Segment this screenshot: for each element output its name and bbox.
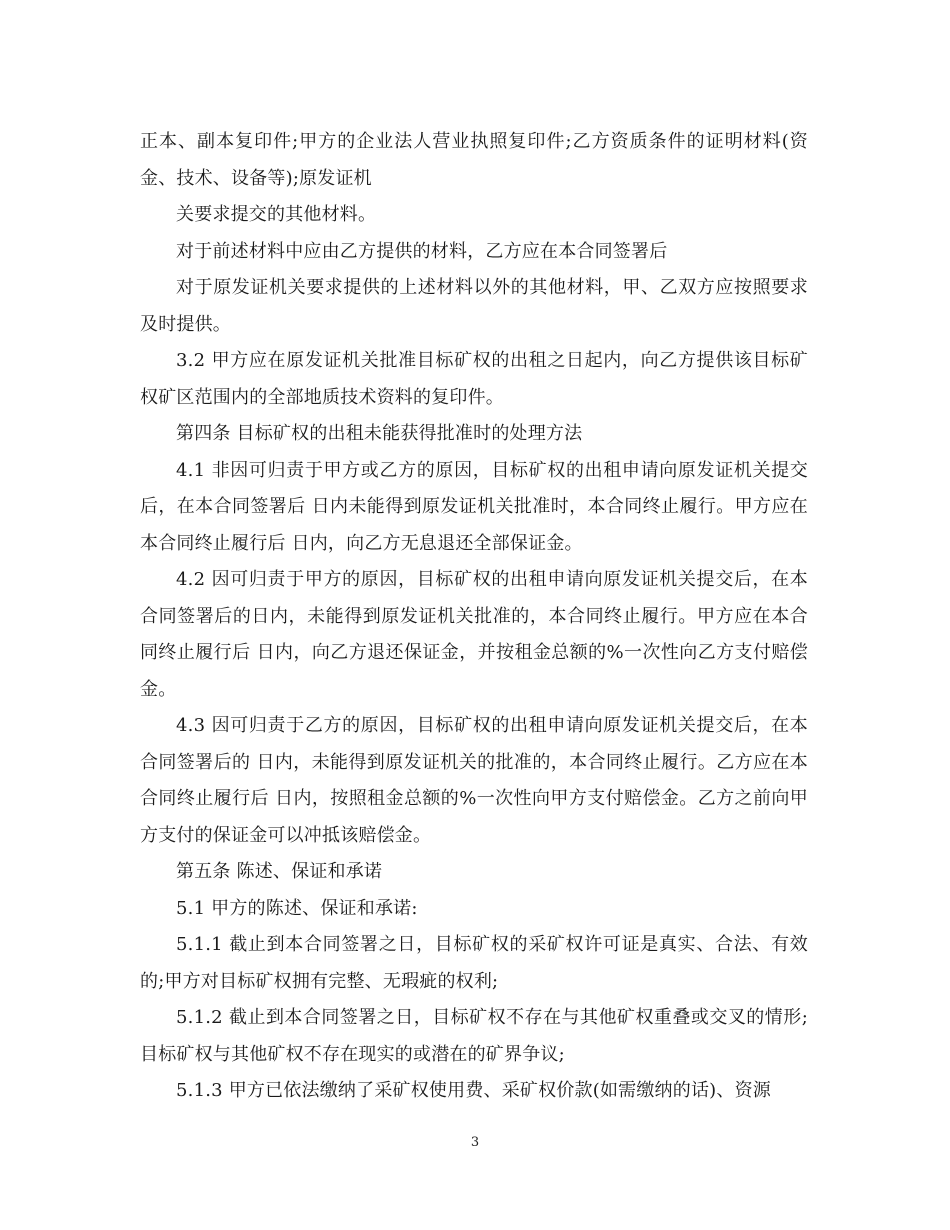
paragraph-13: 5.1.2 截止到本合同签署之日，目标矿权不存在与其他矿权重叠或交叉的情形;目标矿权与其他矿权不存在现实的或潜在的矿界争议; [140,1007,808,1065]
paragraph-9: 4.3 因可归责于乙方的原因，目标矿权的出租申请向原发证机关提交后，在本合同签署后的 日内，未能得到原发证机关的批准的，本合同终止履行。乙方应在本合同终止履行后 日内，按照租金总额的%一次性向甲方支付赔偿金。乙方之前向甲方支付的保证金可以冲抵该赔偿金。 [140,715,808,846]
paragraph-5: 3.2 甲方应在原发证机关批准目标矿权的出租之日起内，向乙方提供该目标矿权矿区范围内的全部地质技术资料的复印件。 [140,350,808,408]
section-heading-4: 第四条 目标矿权的出租未能获得批准时的处理方法 [176,423,583,444]
section-heading-5: 第五条 陈述、保证和承诺 [176,861,383,882]
paragraph-12: 5.1.1 截止到本合同签署之日，目标矿权的采矿权许可证是真实、合法、有效的;甲方对目标矿权拥有完整、无瑕疵的权利; [140,934,808,992]
paragraph-7: 4.1 非因可归责于甲方或乙方的原因，目标矿权的出租申请向原发证机关提交后，在本合同签署后 日内未能得到原发证机关批准时，本合同终止履行。甲方应在本合同终止履行后 日内，向乙方无息退还全部保证金。 [140,459,808,554]
page-number: 3 [470,1135,480,1150]
paragraph-1: 正本、副本复印件;甲方的企业法人营业执照复印件;乙方资质条件的证明材料(资金、技术、设备等);原发证机 [140,131,808,189]
paragraph-2: 关要求提交的其他材料。 [176,204,377,225]
paragraph-3: 对于前述材料中应由乙方提供的材料，乙方应在本合同签署后 [176,240,668,262]
paragraph-8: 4.2 因可归责于甲方的原因，目标矿权的出租申请向原发证机关提交后，在本合同签署后的日内，未能得到原发证机关批准的，本合同终止履行。甲方应在本合同终止履行后 日内，向乙方退还保证金，并按租金总额的%一次性向乙方支付赔偿金。 [140,569,808,700]
paragraph-11: 5.1 甲方的陈述、保证和承诺: [176,897,418,919]
paragraph-14: 5.1.3 甲方已依法缴纳了采矿权使用费、采矿权价款(如需缴纳的话)、资源 [176,1080,771,1101]
document-body [140,124,808,1110]
paragraph-4: 对于原发证机关要求提供的上述材料以外的其他材料，甲、乙双方应按照要求及时提供。 [140,277,808,335]
